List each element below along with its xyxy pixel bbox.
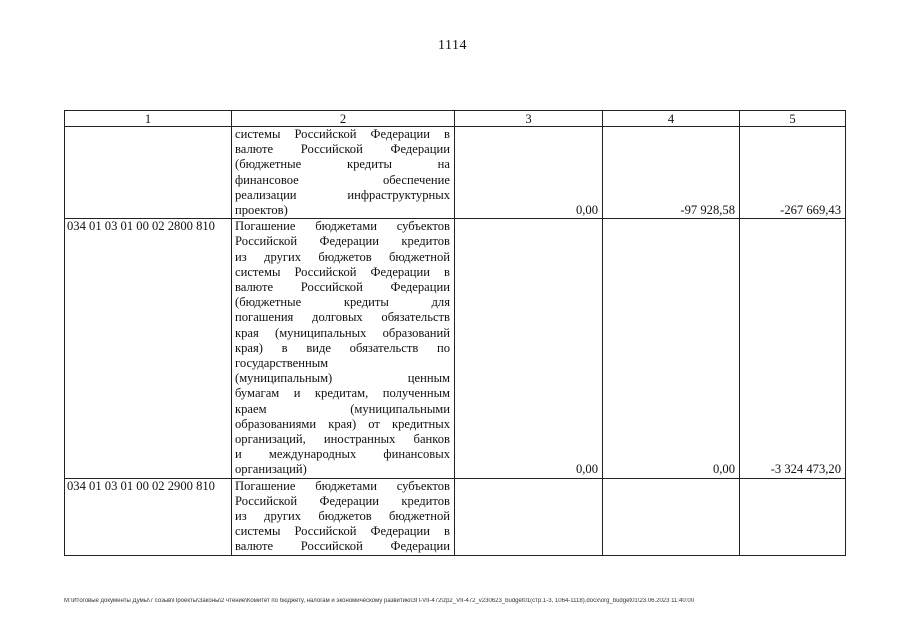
column-header: 5 xyxy=(740,111,846,127)
column-header: 4 xyxy=(603,111,740,127)
column-header: 3 xyxy=(455,111,603,127)
description-line: из других бюджетов бюджетной xyxy=(235,509,450,524)
budget-code: 034 01 03 01 00 02 2800 810 xyxy=(65,219,232,478)
budget-code xyxy=(65,127,232,219)
description-line: (бюджетные кредиты для xyxy=(235,295,450,310)
description-line: Погашение бюджетами субъектов xyxy=(235,478,450,493)
budget-table xyxy=(64,110,846,556)
description-line: системы Российской Федерации в xyxy=(235,524,450,539)
value-col5: -3 324 473,20 xyxy=(740,219,846,478)
row-description xyxy=(232,127,455,219)
description-line: и международных финансовых xyxy=(235,447,450,462)
description-line: валюте Российской Федерации xyxy=(235,142,450,157)
description-line: (муниципальным) ценным xyxy=(235,371,450,386)
description-line: Российской Федерации кредитов xyxy=(235,234,450,249)
page-number: 1114 xyxy=(438,38,467,53)
description-line: системы Российской Федерации в xyxy=(235,264,450,279)
value-col5: -267 669,43 xyxy=(740,127,846,219)
table-header-row xyxy=(65,111,846,127)
value-col3 xyxy=(455,478,603,555)
value-col4 xyxy=(603,478,740,555)
description-line: края (муниципальных образований xyxy=(235,325,450,340)
column-header: 1 xyxy=(65,111,232,127)
description-line: краем (муниципальными xyxy=(235,401,450,416)
description-line: образованиями края) от кредитных xyxy=(235,416,450,431)
row-description xyxy=(232,219,455,478)
value-col4: -97 928,58 xyxy=(603,127,740,219)
description-line: финансовое обеспечение xyxy=(235,172,450,187)
description-line: бумагам и кредитам, полученным xyxy=(235,386,450,401)
description-line: проектов) xyxy=(235,203,288,218)
description-line: системы Российской Федерации в xyxy=(235,127,450,141)
table-row xyxy=(65,478,846,555)
value-col4: 0,00 xyxy=(603,219,740,478)
value-col5 xyxy=(740,478,846,555)
table-row xyxy=(65,219,846,478)
table-row xyxy=(65,127,846,219)
value-col3: 0,00 xyxy=(455,219,603,478)
description-line: (бюджетные кредиты на xyxy=(235,157,450,172)
description-line: Российской Федерации кредитов xyxy=(235,493,450,508)
description-line: погашения долговых обязательств xyxy=(235,310,450,325)
description-line: реализации инфраструктурных xyxy=(235,187,450,202)
file-path-footer: М:\Итоговые документы Думы\7 созыв\Проекты\Законы\2 чтение\Комитет по бюджету, налогам и экономическому развитию\ЗП-VII-472\zp2_VII-472_v230623_budget01(стр.1-3, 1064-1118).docx\org_budget01\23.06.2023 11:40:00 xyxy=(64,598,695,604)
column-header: 2 xyxy=(232,111,455,127)
description-line: края) в виде обязательств по xyxy=(235,340,450,355)
description-line: Погашение бюджетами субъектов xyxy=(235,219,450,234)
description-line: организаций, иностранных банков xyxy=(235,432,450,447)
budget-code: 034 01 03 01 00 02 2900 810 xyxy=(65,478,232,555)
row-description xyxy=(232,478,455,555)
description-line: из других бюджетов бюджетной xyxy=(235,249,450,264)
description-line: валюте Российской Федерации xyxy=(235,539,450,554)
description-line: государственным xyxy=(235,356,329,371)
description-line: валюте Российской Федерации xyxy=(235,280,450,295)
value-col3: 0,00 xyxy=(455,127,603,219)
description-line: организаций) xyxy=(235,462,307,477)
